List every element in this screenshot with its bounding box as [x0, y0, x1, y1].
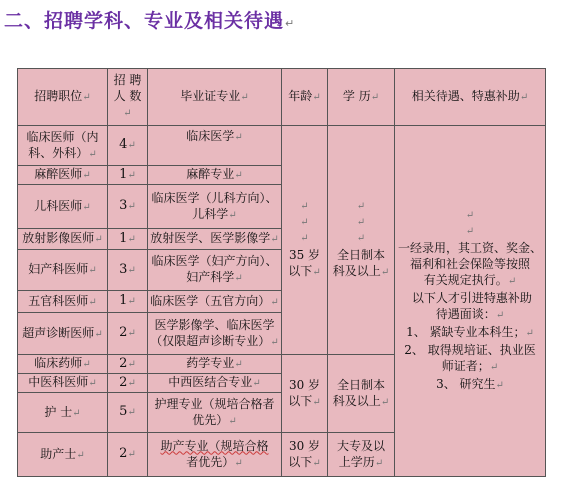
position-cell: 放射影像医师↵	[18, 229, 108, 250]
count-cell: 5↵	[108, 393, 148, 433]
education-cell-group2: 全日制本 科及以上↵	[328, 355, 395, 433]
major-cell: 临床医学↵	[148, 126, 282, 166]
major-cell: 临床医学（五官方向）↵	[148, 291, 282, 313]
position-cell: 五官科医师↵	[18, 291, 108, 313]
count-cell: 4↵	[108, 126, 148, 166]
major-cell: 临床医学（妇产方向）、 妇产科学↵	[148, 250, 282, 291]
position-cell: 临床医师（内 科、外科）↵	[18, 126, 108, 166]
count-cell: 1↵	[108, 166, 148, 185]
position-cell: 儿科医师↵	[18, 185, 108, 229]
position-cell: 护 士↵	[18, 393, 108, 433]
table-row	[18, 126, 546, 166]
education-cell-group1: ↵ ↵ ↵ 全日制本 科及以上↵	[328, 126, 395, 355]
paragraph-mark-icon: ↵	[285, 17, 296, 30]
major-cell: 放射医学、医学影像学↵	[148, 229, 282, 250]
position-cell: 麻醉医师↵	[18, 166, 108, 185]
age-cell-group1: ↵ ↵ ↵ 35 岁 以下↵	[282, 126, 328, 355]
position-cell: 助产士↵	[18, 433, 108, 477]
age-cell-group2: 30 岁 以下↵	[282, 355, 328, 433]
major-cell: 临床医学（儿科方向）、 儿科学↵	[148, 185, 282, 229]
count-cell: 3↵	[108, 185, 148, 229]
header-age: 年龄↵	[282, 69, 328, 126]
count-cell: 2↵	[108, 433, 148, 477]
header-major: 毕业证专业↵	[148, 69, 282, 126]
count-cell: 1↵	[108, 291, 148, 313]
table-header-row	[18, 69, 546, 126]
major-cell: 药学专业↵	[148, 355, 282, 374]
section-title	[4, 6, 295, 33]
position-cell: 妇产科医师↵	[18, 250, 108, 291]
header-position: 招聘职位↵	[18, 69, 108, 126]
header-benefits: 相关待遇、特惠补助↵	[395, 69, 546, 126]
major-cell: 医学影像学、临床医学 （仅限超声诊断专业）↵	[148, 313, 282, 355]
count-cell: 3↵	[108, 250, 148, 291]
major-cell: 护理专业（规培合格者 优先）↵	[148, 393, 282, 433]
education-cell-group3: 大专及以 上学历↵	[328, 433, 395, 477]
section-title-text: 二、招聘学科、专业及相关待遇	[4, 10, 285, 32]
count-cell: 1↵	[108, 229, 148, 250]
age-cell-group3: 30 岁 以下↵	[282, 433, 328, 477]
header-education: 学 历↵	[328, 69, 395, 126]
count-cell: 2↵	[108, 313, 148, 355]
position-cell: 临床药师↵	[18, 355, 108, 374]
position-cell: 超声诊断医师↵	[18, 313, 108, 355]
major-cell: 中西医结合专业↵	[148, 374, 282, 393]
count-cell: 2↵	[108, 374, 148, 393]
major-cell: 助产专业（规培合格 者优先）↵	[148, 433, 282, 477]
header-count: 招 聘 人 数↵	[108, 69, 148, 126]
recruitment-table	[17, 68, 546, 477]
benefits-cell: ↵ ↵ 一经录用，其工资、奖金、 福利和社会保险等按照 有关规定执行。↵ 以下人才引进特惠补助 待遇面谈：↵ 1、 紧缺专业本科生；↵ 2、 取得规培证、执业医 师证者；↵ 3、 研究生↵	[395, 126, 546, 477]
count-cell: 2↵	[108, 355, 148, 374]
major-cell: 麻醉专业↵	[148, 166, 282, 185]
position-cell: 中医科医师↵	[18, 374, 108, 393]
